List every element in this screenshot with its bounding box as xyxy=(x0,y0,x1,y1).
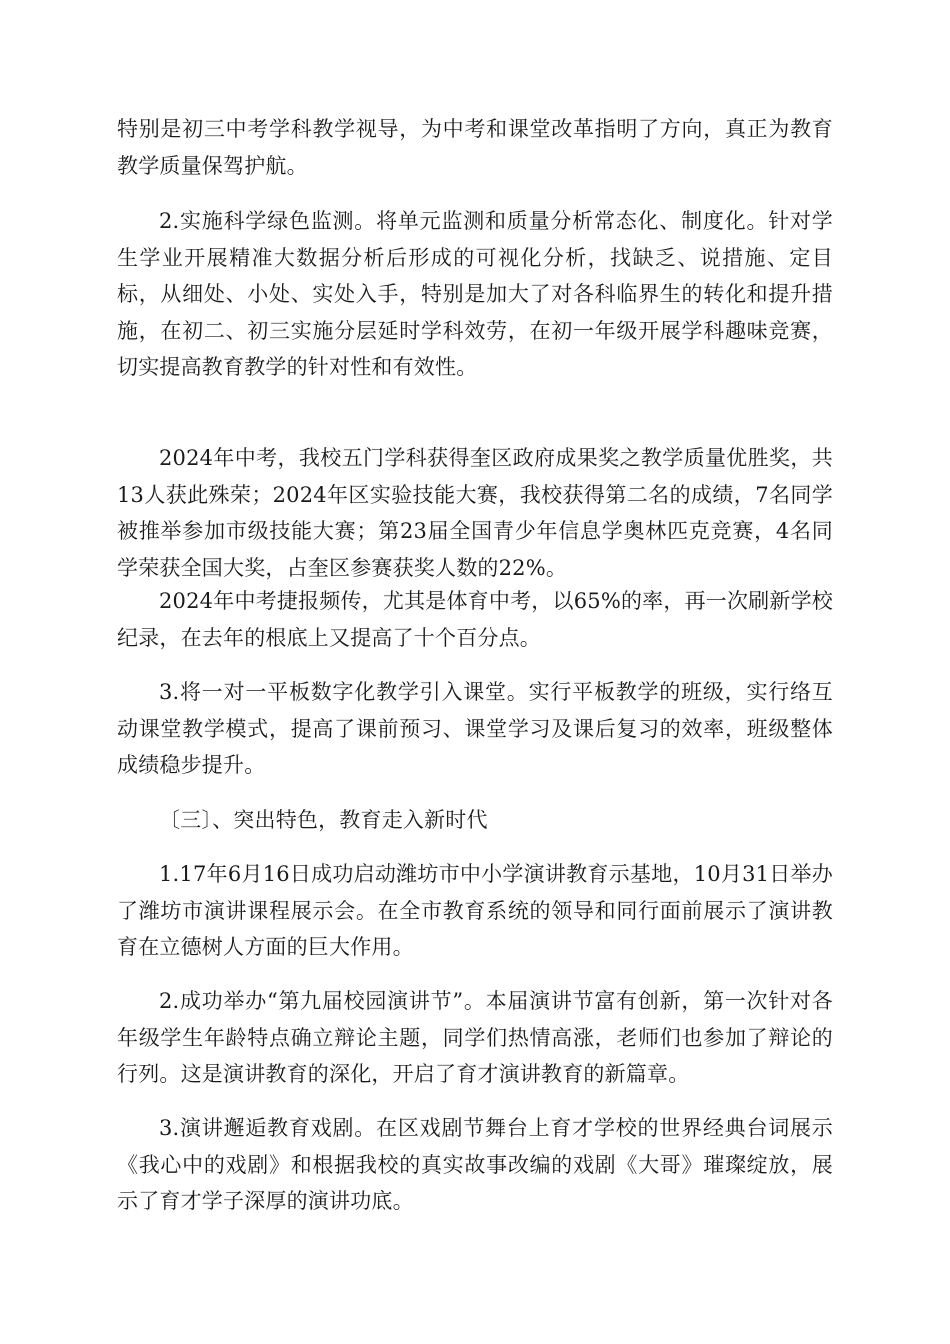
paragraph-drama: 3.演讲邂逅教育戏剧。在区戏剧节舞台上育才学校的世界经典台词展示《我心中的戏剧》和根据我校的真实故事改编的戏剧《大哥》璀璨绽放，展示了育才学子深厚的演讲功底。 xyxy=(117,1116,833,1213)
paragraph-tablet-teaching: 3.将一对一平板数字化教学引入课堂。实行平板教学的班级，实行络互动课堂教学模式，提高了课前预习、课堂学习及课后复习的效率，班级整体成绩稳步提升。 xyxy=(117,680,833,777)
paragraph-continuation: 特别是初三中考学科教学视导，为中考和课堂改革指明了方向，真正为教育教学质量保驾护航。 xyxy=(117,117,833,178)
paragraph-exam-awards: 2024年中考，我校五门学科获得奎区政府成果奖之教学质量优胜奖，共13人获此殊荣；2024年区实验技能大赛，我校获得第二名的成绩，7名同学被推举参加市级技能大赛；第23届全国青少年信息学奥林匹克竞赛，4名同学荣获全国大奖，占奎区参赛获奖人数的22%。 xyxy=(117,446,833,580)
paragraph-pe-exam: 2024年中考捷报频传，尤其是体育中考，以65%的率，再一次刷新学校纪录，在去年的根底上又提高了十个百分点。 xyxy=(117,589,833,650)
paragraph-speech-base: 1.17年6月16日成功启动潍坊市中小学演讲教育示基地，10月31日举办了潍坊市演讲课程展示会。在全市教育系统的领导和同行面前展示了演讲教育在立德树人方面的巨大作用。 xyxy=(117,862,833,959)
paragraph-speech-festival: 2.成功举办“第九届校园演讲节”。本届演讲节富有创新，第一次针对各年级学生年龄特点确立辩论主题，同学们热情高涨，老师们也参加了辩论的行列。这是演讲教育的深化，开启了育才演讲教育的新篇章。 xyxy=(117,989,833,1086)
paragraph-green-monitoring: 2.实施科学绿色监测。将单元监测和质量分析常态化、制度化。针对学生学业开展精准大数据分析后形成的可视化分析，找缺乏、说措施、定目标，从细处、小处、实处入手，特别是加大了对各科临界生的转化和提升措施，在初二、初三实施分层延时学科效劳，在初一年级开展学科趣味竞赛，切实提高教育教学的针对性和有效性。 xyxy=(117,209,833,379)
section-heading-three: 〔三〕、突出特色，教育走入新时代 xyxy=(159,808,488,832)
